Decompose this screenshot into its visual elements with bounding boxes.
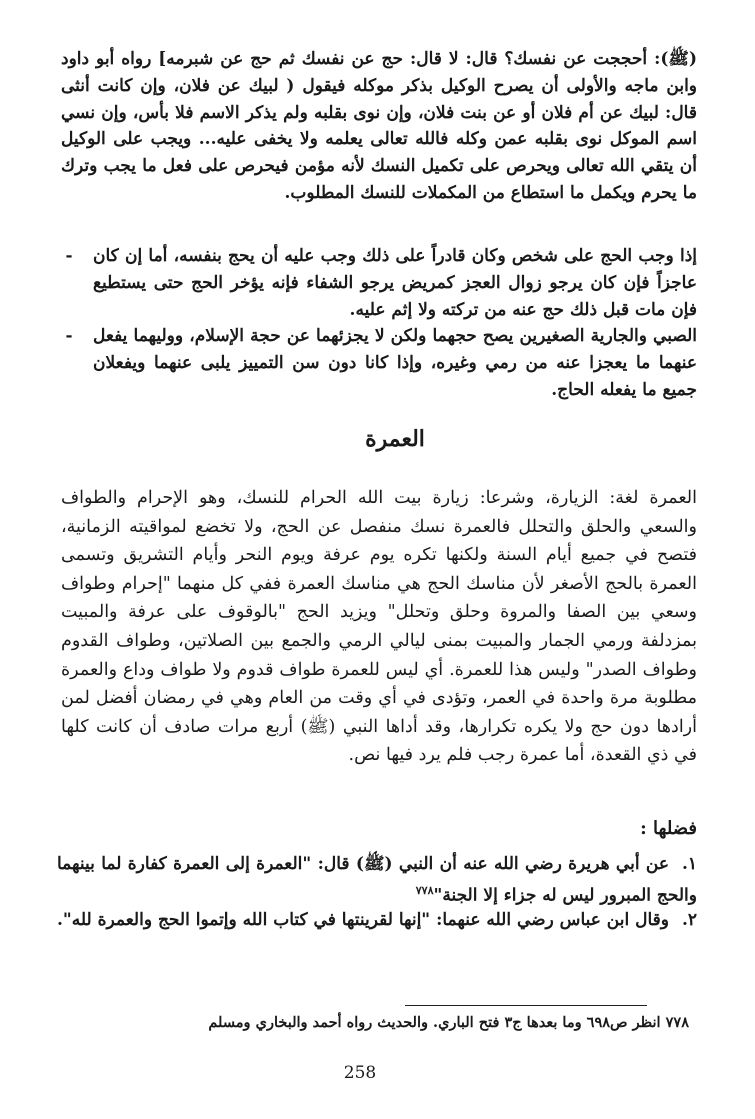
numbered-item (57, 907, 697, 934)
top-paragraph: (ﷺ): أحججت عن نفسك؟ قال: لا قال: حج عن نفسك ثم حج عن شبرمه] رواه أبو داود وابن ماجه والأولى أن يصرح الوكيل بذكر موكله فيقول ( لبيك عن فلان، وإن كانت أنثى قال: لبيك عن أم فلان أو عن بنت فلان، وإن نوى بقلبه ولم يذكر الاسم فلا بأس، وإن نسي اسم الموكل نوى بقلبه عمن وكله فالله تعالى يعلمه ولا يخفى عليه... ويجب على الوكيل أن يتقي الله تعالى ويحرص على تكميل النسك لأنه مؤمن فيحرص على فعل ما يجب وترك ما يحرم ويكمل ما استطاع من المكملات للنسك المطلوب. (61, 49, 697, 203)
footnote: ٧٧٨ انظر ص٦٩٨ وما بعدها ج٣ فتح الباري. والحديث رواه أحمد والبخاري ومسلم (208, 1014, 689, 1031)
bullet-text: الصبي والجارية الصغيرين يصح حجهما ولكن لا يجزئهما عن حجة الإسلام، ووليهما يفعل عنهما ما يعجزا عنه من رمي وغيره، وإذا كانا دون سن التمييز يلبى عنهما ويفعلان جميع ما يفعله الحاج. (93, 326, 697, 400)
bullet-item (65, 243, 697, 323)
bullet-item (65, 323, 697, 403)
bullet-text: إذا وجب الحج على شخص وكان قادراً على ذلك وجب عليه أن يحج بنفسه، أما إن كان عاجزاً فإن كان يرجو زوال العجز كمريض يرجو الشفاء فإنه يؤخر الحج حتى يستطيع فإن مات قبل ذلك حج عنه من تركته ولا إثم عليه. (93, 246, 697, 320)
footnote-ref[interactable]: ٧٧٨ (415, 883, 434, 897)
bullet-dash: - (65, 246, 73, 266)
footnote-divider (405, 1005, 647, 1006)
section-heading: العمرة (365, 426, 425, 452)
item-number: ١. (681, 854, 697, 874)
item-text: وقال ابن عباس رضي الله عنهما: "إنها لقرينتها في كتاب الله وإتموا الحج والعمرة لله". (57, 910, 669, 930)
bullet-dash: - (65, 326, 73, 346)
page-number: 258 (343, 1063, 377, 1083)
subheading: فضلها : (640, 818, 697, 839)
item-text: عن أبي هريرة رضي الله عنه أن النبي (ﷺ) قال: "العمرة إلى العمرة كفارة لما بينهما والحج المبرور ليس له جزاء إلا الجنة" (57, 854, 697, 906)
umrah-paragraph: العمرة لغة: الزيارة، وشرعا: زيارة بيت الله الحرام للنسك، وهو الإحرام والطواف والسعي والحلق والتحلل فالعمرة نسك منفصل عن الحج، ولا تخضع لمواقيته الزمانية، فتصح في جميع أيام السنة ولكنها تكره يوم عرفة ويوم النحر وأيام التشريق وتسمى العمرة بالحج الأصغر لأن مناسك الحج هي مناسك العمرة ففي كل منهما "إحرام وطواف وسعي بين الصفا والمروة وحلق وتحلل" ويزيد الحج "بالوقوف على عرفة والمبيت بمزدلفة ورمي الجمار والمبيت بمنى ليالي الرمي والجمع بين الصلاتين، وطواف القدوم وطواف الصدر" وليس هذا للعمرة. أي ليس للعمرة طواف قدوم ولا طواف وداع والعمرة مطلوبة مرة واحدة في العمر، وتؤدى في أي وقت من العام وهي في رمضان أفضل لمن أرادها دون حج ولا يكره تكرارها، وقد أداها النبي (ﷺ) أربع مرات صادف أن كانت كلها في ذي القعدة، أما عمرة رجب فلم يرد فيها نص. (61, 488, 697, 766)
item-number: ٢. (681, 910, 697, 930)
numbered-item (57, 851, 697, 909)
